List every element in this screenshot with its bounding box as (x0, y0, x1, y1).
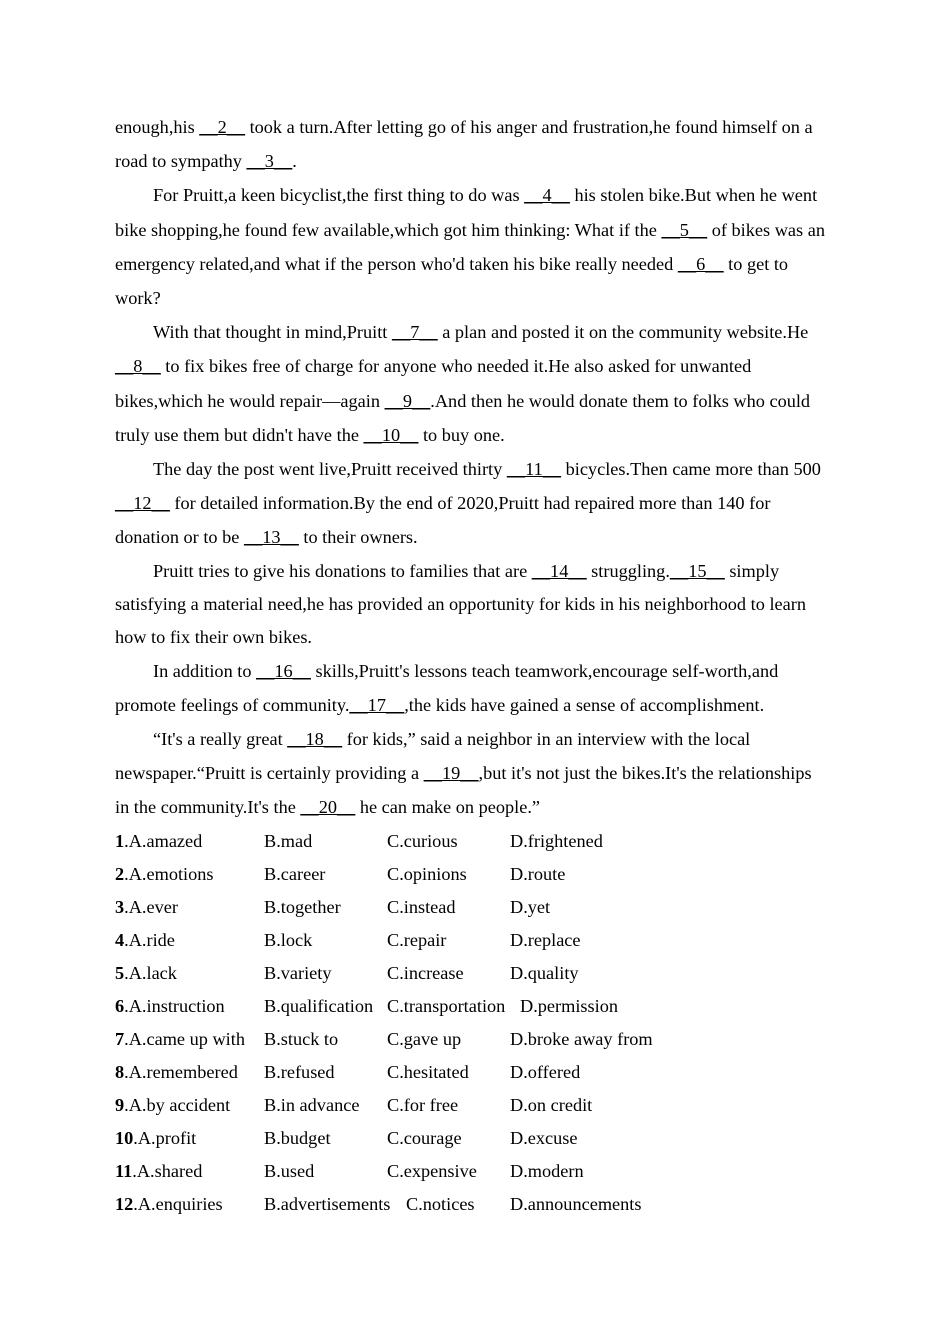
text: a plan and posted it on the community website.He (437, 322, 809, 343)
option-b: B.refused (264, 1061, 335, 1082)
blank-18: __18__ (287, 729, 343, 750)
blank-20: __20__ (300, 797, 356, 818)
blank-8: __8__ (115, 356, 161, 377)
text: ,the kids have gained a sense of accomplishment. (404, 694, 765, 715)
option-row (115, 891, 830, 924)
option-b: B.lock (264, 929, 313, 950)
question-number: 10 (115, 1127, 134, 1148)
text: for kids,” said a neighbor in an interview with the local newspaper.“Pruitt is certainly providing a (115, 729, 751, 784)
option-a: 12.A.enquiries (115, 1193, 223, 1214)
option-c: C.hesitated (387, 1061, 469, 1082)
options-list (115, 825, 830, 1221)
option-row (115, 1188, 830, 1221)
document-page (115, 110, 830, 1221)
blank-15: __15__ (669, 560, 725, 581)
text: .And then he would donate them to folks who could truly use them but didn't have the (115, 390, 811, 445)
passage-paragraph (115, 178, 830, 315)
option-row (115, 858, 830, 891)
option-b: B.advertisements (264, 1193, 391, 1214)
text: “It's a really great (153, 729, 288, 750)
text: to their owners. (298, 527, 418, 548)
question-number: 8 (115, 1061, 125, 1082)
option-row (115, 990, 830, 1023)
question-number: 11 (115, 1160, 133, 1181)
option-c: C.notices (406, 1193, 475, 1214)
option-b: B.in advance (264, 1094, 360, 1115)
option-row (115, 924, 830, 957)
option-b: B.mad (264, 830, 313, 851)
option-d: D.replace (510, 929, 581, 950)
option-a: 2.A.emotions (115, 863, 214, 884)
passage-paragraph (115, 654, 830, 722)
option-a: 1.A.amazed (115, 830, 203, 851)
blank-11: __11__ (506, 459, 562, 480)
text: to fix bikes free of charge for anyone who needed it.He also asked for unwanted bikes,which he would repair—again (115, 356, 752, 411)
option-b: B.qualification (264, 995, 374, 1016)
text: enough,his (115, 117, 200, 137)
text: skills,Pruitt's lessons teach teamwork,encourage self-worth,and promote feelings of community. (115, 660, 779, 715)
text: for detailed information.By the end of 2020,Pruitt had repaired more than 140 for donation or to be (115, 493, 771, 548)
option-b: B.budget (264, 1127, 331, 1148)
blank-4: __4__ (524, 185, 570, 206)
blank-9: __9__ (384, 390, 431, 411)
option-d: D.offered (510, 1061, 581, 1082)
option-c: C.opinions (387, 863, 467, 884)
text: he can make on people.” (355, 797, 541, 818)
blank-5: __5__ (661, 219, 708, 240)
blank-14: __14__ (531, 560, 587, 581)
option-row (115, 957, 830, 990)
option-d: D.yet (510, 896, 551, 917)
option-b: B.used (264, 1160, 315, 1181)
passage-paragraph (115, 555, 830, 654)
text: Pruitt tries to give his donations to families that are (153, 560, 532, 581)
blank-16: __16__ (256, 660, 311, 681)
option-a: 5.A.lack (115, 962, 177, 983)
text: ,but it's not just the bikes.It's the relationships in the community.It's the (115, 763, 812, 818)
option-a: 6.A.instruction (115, 995, 225, 1016)
text: to buy one. (418, 424, 505, 445)
text: bicycles.Then came more than 500 (561, 459, 821, 480)
option-c: C.courage (387, 1127, 462, 1148)
option-d: D.route (510, 863, 566, 884)
question-number: 5 (115, 962, 125, 983)
blank-17: __17__ (349, 694, 405, 715)
option-c: C.gave up (387, 1028, 462, 1049)
blank-19: __19__ (423, 763, 479, 784)
option-a: 3.A.ever (115, 896, 178, 917)
text: to get to work? (115, 253, 789, 309)
text: simply satisfying a material need,he has provided an opportunity for kids in his neighborhood to learn how to fix their own bikes. (115, 560, 806, 647)
option-d: D.excuse (510, 1127, 578, 1148)
text: of bikes was an emergency related,and what if the person who'd taken his bike really needed (115, 219, 825, 274)
question-number: 7 (115, 1028, 125, 1049)
option-b: B.variety (264, 962, 332, 983)
passage-paragraph (115, 452, 830, 555)
option-c: C.increase (387, 962, 464, 983)
text: took a turn.After letting go of his anger and frustration,he found himself on a road to sympathy (115, 117, 813, 172)
option-row (115, 1023, 830, 1056)
option-row (115, 1089, 830, 1122)
option-d: D.on credit (510, 1094, 593, 1115)
option-b: B.stuck to (264, 1028, 339, 1049)
blank-6: __6__ (677, 253, 724, 274)
option-a: 8.A.remembered (115, 1061, 238, 1082)
question-number: 2 (115, 863, 125, 884)
blank-2: __2__ (199, 117, 245, 137)
blank-7: __7__ (391, 322, 438, 343)
option-row (115, 1155, 830, 1188)
option-d: D.modern (510, 1160, 584, 1181)
option-c: C.instead (387, 896, 456, 917)
option-c: C.transportation (387, 995, 506, 1016)
option-a: 11.A.shared (115, 1160, 203, 1181)
option-d: D.announcements (510, 1193, 642, 1214)
text: In addition to (153, 660, 257, 681)
option-c: C.curious (387, 830, 458, 851)
text: struggling. (586, 560, 670, 581)
text: With that thought in mind,Pruitt (153, 322, 392, 343)
option-d: D.permission (520, 995, 619, 1016)
option-a: 4.A.ride (115, 929, 175, 950)
question-number: 3 (115, 896, 125, 917)
option-a: 7.A.came up with (115, 1028, 245, 1049)
option-row (115, 825, 830, 858)
text: . (292, 151, 297, 172)
blank-10: __10__ (363, 424, 419, 445)
option-row (115, 1122, 830, 1155)
passage-paragraph (115, 110, 830, 178)
option-a: 10.A.profit (115, 1127, 197, 1148)
option-a: 9.A.by accident (115, 1094, 231, 1115)
option-row (115, 1056, 830, 1089)
blank-12: __12__ (115, 493, 170, 514)
option-d: D.broke away from (510, 1028, 653, 1049)
passage-paragraph (115, 722, 830, 825)
blank-13: __13__ (243, 527, 299, 548)
question-number: 12 (115, 1193, 134, 1214)
option-b: B.together (264, 896, 341, 917)
option-c: C.repair (387, 929, 447, 950)
text: The day the post went live,Pruitt received thirty (153, 459, 507, 480)
question-number: 6 (115, 995, 125, 1016)
blank-3: __3__ (246, 151, 293, 172)
question-number: 1 (115, 830, 125, 851)
option-c: C.expensive (387, 1160, 477, 1181)
option-d: D.frightened (510, 830, 603, 851)
question-number: 4 (115, 929, 125, 950)
option-d: D.quality (510, 962, 579, 983)
option-c: C.for free (387, 1094, 459, 1115)
option-b: B.career (264, 863, 326, 884)
question-number: 9 (115, 1094, 125, 1115)
text: his stolen bike.But when he went bike shopping,he found few available,which got him thinking: What if the (115, 185, 818, 240)
passage-paragraph (115, 315, 830, 452)
text: For Pruitt,a keen bicyclist,the first thing to do was (153, 185, 525, 206)
